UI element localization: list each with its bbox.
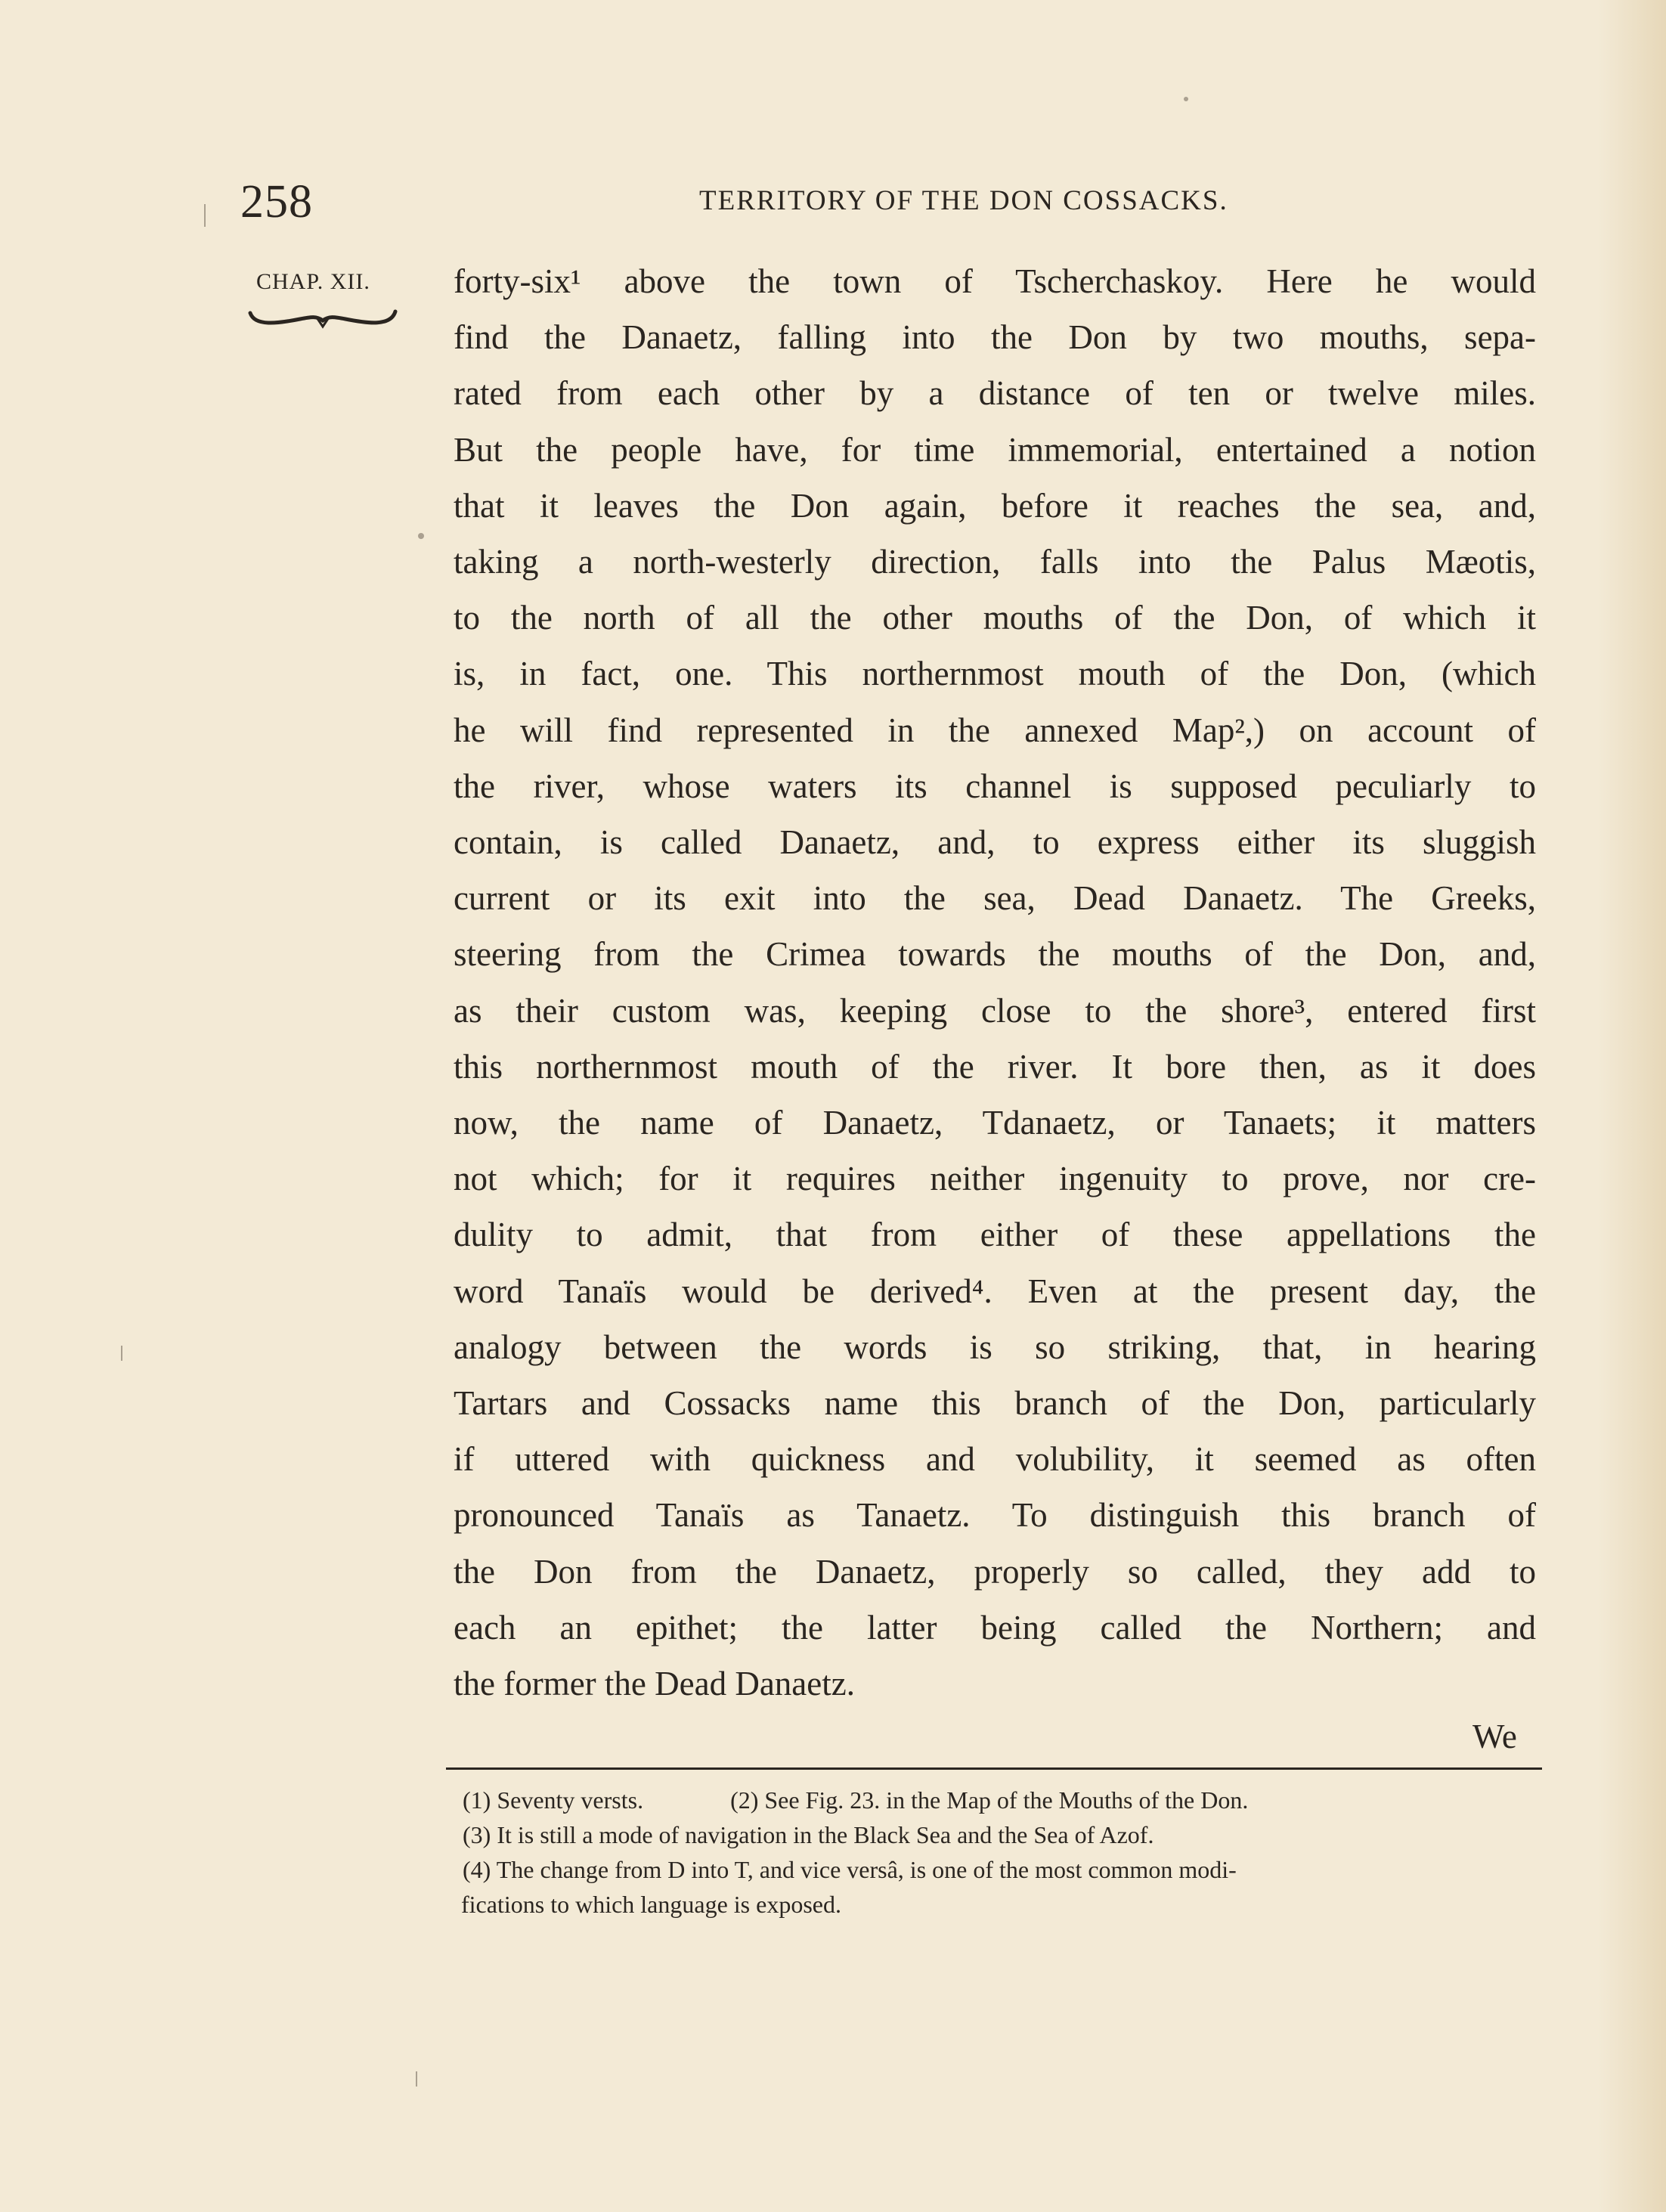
text-line: now, the name of Danaetz, Tdanaetz, or Tanaets; it matters — [454, 1104, 1536, 1142]
page-number: 258 — [240, 176, 313, 228]
text-line: is, in fact, one. This northernmost mouth of the Don, (which — [454, 655, 1536, 693]
running-head: TERRITORY OF THE DON COSSACKS. — [699, 185, 1228, 216]
paper-speck — [204, 204, 206, 227]
footnote-line — [463, 1783, 1536, 1817]
text-line: to the north of all the other mouths of the Don, of which it — [454, 599, 1536, 637]
text-line: analogy between the words is so striking, that, in hearing — [454, 1328, 1536, 1366]
catchword: We — [1472, 1718, 1517, 1755]
chapter-label: CHAP. XII. — [256, 269, 370, 294]
paper-speck — [418, 533, 424, 539]
chapter-ornament-icon — [247, 304, 398, 334]
text-line: taking a north-westerly direction, falls into the Palus Mæotis, — [454, 543, 1536, 581]
text-line-last: the former the Dead Danaetz. — [454, 1665, 855, 1703]
text-line: contain, is called Danaetz, and, to express either its sluggish — [454, 823, 1536, 862]
text-line: dulity to admit, that from either of these appellations the — [454, 1216, 1536, 1254]
footnote-divider — [446, 1767, 1542, 1770]
text-line: word Tanaïs would be derived⁴. Even at the present day, the — [454, 1272, 1536, 1310]
footnote-4-continuation: fications to which language is exposed. — [461, 1891, 841, 1918]
text-line: the river, whose waters its channel is supposed peculiarly to — [454, 767, 1536, 805]
paper-speck — [416, 2071, 417, 2087]
text-line: current or its exit into the sea, Dead Danaetz. The Greeks, — [454, 879, 1536, 918]
text-line: Tartars and Cossacks name this branch of the Don, particularly — [454, 1384, 1536, 1423]
text-line: that it leaves the Don again, before it reaches the sea, and, — [454, 486, 1536, 525]
text-line: if uttered with quickness and volubility, it seemed as often — [454, 1440, 1536, 1479]
text-line: not which; for it requires neither ingenuity to prove, nor cre- — [454, 1160, 1536, 1198]
footnote-3: (3) It is still a mode of navigation in the Black Sea and the Sea of Azof. — [463, 1821, 1154, 1848]
paper-speck — [121, 1346, 122, 1361]
text-line: he will find represented in the annexed Map²,) on account of — [454, 711, 1536, 749]
paper-speck — [1184, 97, 1188, 101]
text-line: pronounced Tanaïs as Tanaetz. To distinguish this branch of — [454, 1496, 1536, 1535]
text-line: find the Danaetz, falling into the Don by two mouths, sepa- — [454, 318, 1536, 357]
text-line: the Don from the Danaetz, properly so called, they add to — [454, 1552, 1536, 1591]
footnote-4: (4) The change from D into T, and vice versâ, is one of the most common modi- — [463, 1856, 1237, 1883]
text-line: this northernmost mouth of the river. It bore then, as it does — [454, 1047, 1536, 1086]
footnote-2: (2) See Fig. 23. in the Map of the Mouths of the Don. — [730, 1786, 1249, 1814]
text-line: forty-six¹ above the town of Tscherchaskoy. Here he would — [454, 262, 1536, 300]
body-text — [454, 253, 1536, 1712]
text-line: rated from each other by a distance of ten or twelve miles. — [454, 374, 1536, 413]
text-line: But the people have, for time immemorial, entertained a notion — [454, 430, 1536, 469]
text-line: each an epithet; the latter being called the Northern; and — [454, 1608, 1536, 1647]
text-line: steering from the Crimea towards the mouths of the Don, and, — [454, 935, 1536, 974]
footnote-1: (1) Seventy versts. — [463, 1786, 644, 1814]
page-edge-shading — [1598, 0, 1666, 2212]
footnotes — [463, 1783, 1536, 1922]
text-line: as their custom was, keeping close to the shore³, entered first — [454, 991, 1536, 1030]
